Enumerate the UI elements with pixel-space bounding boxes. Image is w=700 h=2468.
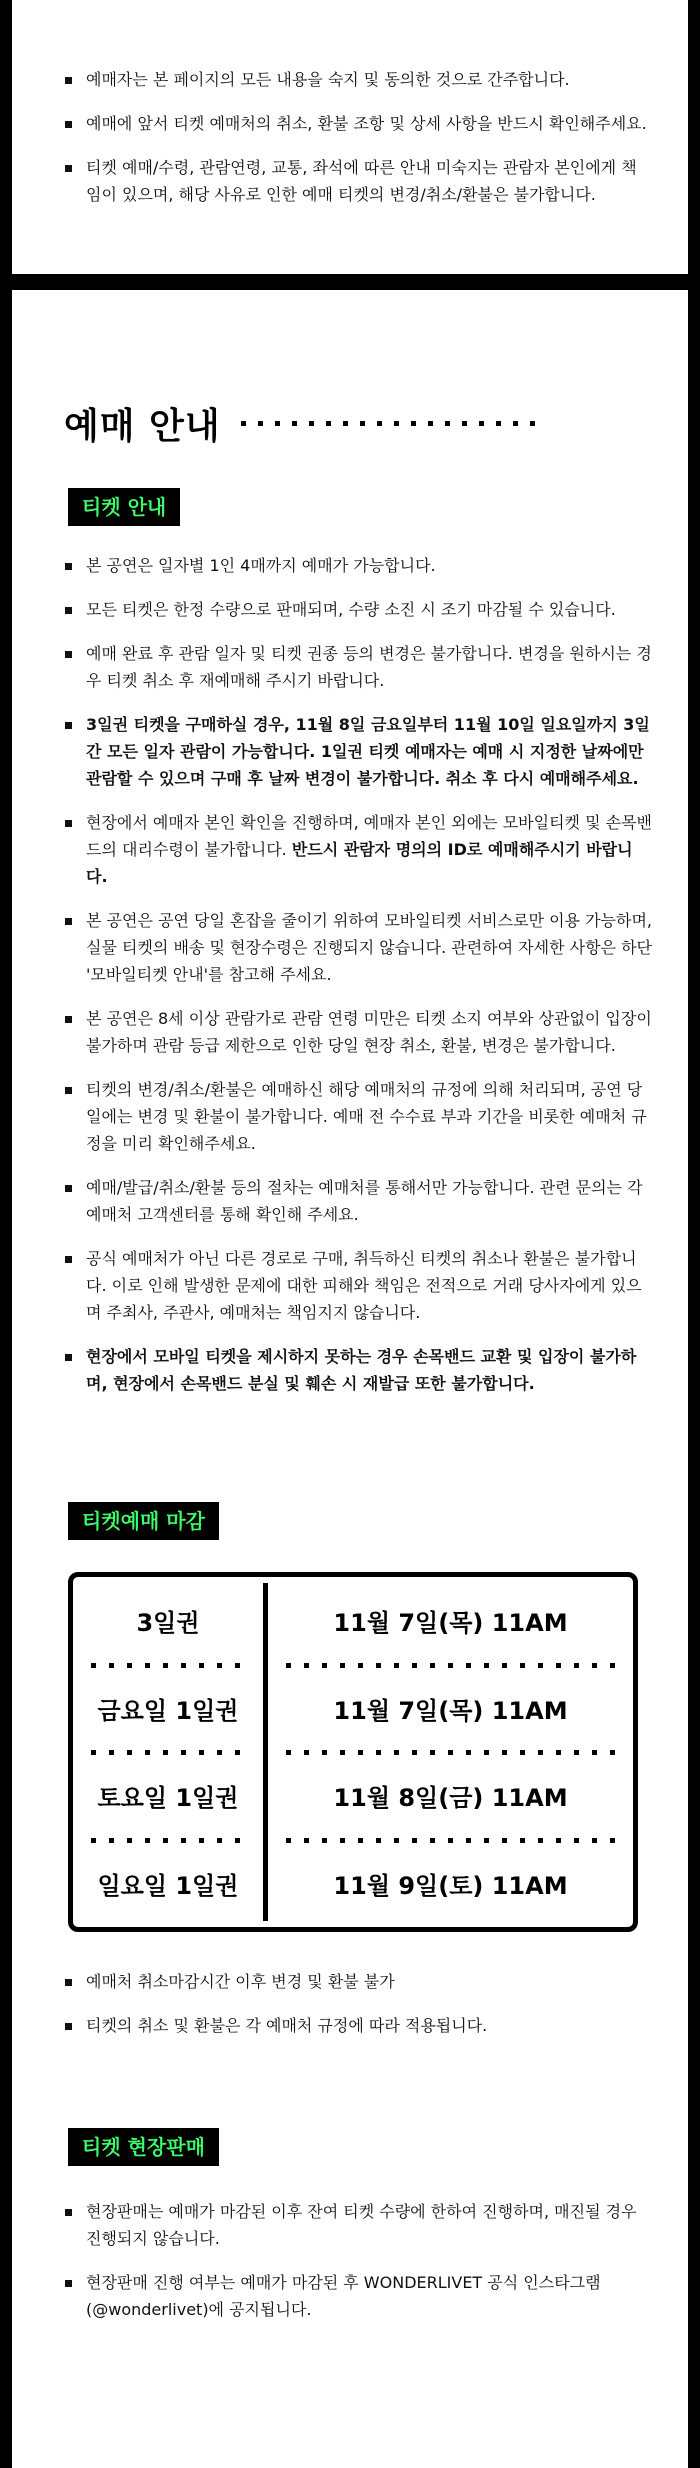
deadline-date: 11월 9일(토) 11AM xyxy=(333,1871,568,1900)
list-item: 모든 티켓은 한정 수량으로 판매되며, 수량 소진 시 조기 마감될 수 있습니다. xyxy=(62,596,652,623)
list-item: 현장판매 진행 여부는 예매가 마감된 후 WONDERLIVET 공식 인스타그램(@wonderlivet)에 공지됩니다. xyxy=(62,2269,652,2323)
list-item: 현장판매는 예매가 마감된 이후 잔여 티켓 수량에 한하여 진행하며, 매진될 경우 진행되지 않습니다. xyxy=(62,2198,652,2252)
list-item: 티켓의 취소 및 환불은 각 예매처 규정에 따라 적용됩니다. xyxy=(62,2012,652,2039)
list-item: 본 공연은 8세 이상 관람가로 관람 연령 미만은 티켓 소지 여부와 상관없이 입장이 불가하며 관람 등급 제한으로 인한 당일 현장 취소, 환불, 변경은 불가합니다. xyxy=(62,1005,652,1059)
deadline-tag: 티켓예매 마감 xyxy=(68,1502,219,1540)
list-item: 예매 완료 후 관람 일자 및 티켓 권종 등의 변경은 불가합니다. 변경을 원하시는 경우 티켓 취소 후 재예매해 주시기 바랍니다. xyxy=(62,640,652,694)
list-item: 티켓의 변경/취소/환불은 예매하신 해당 예매처의 규정에 의해 처리되며, 공연 당일에는 변경 및 환불이 불가합니다. 예매 전 수수료 부과 기간을 비롯한 예매처 규정을 미리 확인해주세요. xyxy=(62,1076,652,1157)
deadline-table xyxy=(68,1572,638,1932)
notice-card xyxy=(12,0,688,274)
item-text: 현장에서 예매자 본인 확인을 진행하며, 예매자 본인 외에는 모바일티켓 및 손목밴드의 대리수령이 불가합니다. xyxy=(86,813,652,859)
list-item: 티켓 예매/수령, 관람연령, 교통, 좌석에 따른 안내 미숙지는 관람자 본인에게 책임이 있으며, 해당 사유로 인한 예매 티켓의 변경/취소/환불은 불가합니다. xyxy=(62,154,652,208)
deadline-label: 토요일 1일권 xyxy=(73,1752,263,1840)
list-item: 예매자는 본 페이지의 모든 내용을 숙지 및 동의한 것으로 간주합니다. xyxy=(62,66,652,93)
item-emphasis: 반드시 관람자 명의의 ID로 예매해주시기 바랍니다. xyxy=(86,840,633,886)
list-item xyxy=(62,809,652,890)
onsite-notes xyxy=(62,2198,652,2340)
section-header xyxy=(64,398,535,449)
deadline-notes xyxy=(62,1968,652,2056)
list-item: 본 공연은 공연 당일 혼잡을 줄이기 위하여 모바일티켓 서비스로만 이용 가능하며, 실물 티켓의 배송 및 현장수령은 진행되지 않습니다. 관련하여 자세한 사항은 하단 '모바일티켓 안내'를 참고해 주세요. xyxy=(62,907,652,988)
ticket-info-tag: 티켓 안내 xyxy=(68,488,180,526)
deadline-date: 11월 7일(목) 11AM xyxy=(268,1577,633,1665)
list-item: 본 공연은 일자별 1인 4매까지 예매가 가능합니다. xyxy=(62,552,652,579)
ticket-info-list xyxy=(62,552,652,1414)
onsite-sale-tag: 티켓 현장판매 xyxy=(68,2128,219,2166)
list-item: 예매/발급/취소/환불 등의 절차는 예매처를 통해서만 가능합니다. 관련 문의는 각 예매처 고객센터를 통해 확인해 주세요. xyxy=(62,1174,652,1228)
deadline-date: 11월 8일(금) 11AM xyxy=(268,1752,633,1840)
deadline-label: 일요일 1일권 xyxy=(97,1871,239,1900)
list-item: 공식 예매처가 아닌 다른 경로로 구매, 취득하신 티켓의 취소나 환불은 불가합니다. 이로 인해 발생한 문제에 대한 피해와 책임은 전적으로 거래 당사자에게 있으며 주최사, 주관사, 예매처는 책임지지 않습니다. xyxy=(62,1245,652,1326)
deadline-label: 3일권 xyxy=(73,1577,263,1665)
list-item: 예매에 앞서 티켓 예매처의 취소, 환불 조항 및 상세 사항을 반드시 확인해주세요. xyxy=(62,110,652,137)
list-item: 현장에서 모바일 티켓을 제시하지 못하는 경우 손목밴드 교환 및 입장이 불가하며, 현장에서 손목밴드 분실 및 훼손 시 재발급 또한 불가합니다. xyxy=(62,1343,652,1397)
dotted-divider xyxy=(241,421,535,426)
deadline-label: 금요일 1일권 xyxy=(73,1665,263,1753)
list-item: 예매처 취소마감시간 이후 변경 및 환불 불가 xyxy=(62,1968,652,1995)
deadline-date: 11월 7일(목) 11AM xyxy=(268,1665,633,1753)
reservation-guide-card xyxy=(12,290,688,2468)
top-notice-list xyxy=(62,66,652,225)
list-item: 3일권 티켓을 구매하실 경우, 11월 8일 금요일부터 11월 10일 일요일까지 3일간 모든 일자 관람이 가능합니다. 1일권 티켓 예매자는 예매 시 지정한 날짜에만 관람할 수 있으며 구매 후 날짜 변경이 불가합니다. 취소 후 다시 예매해주세요. xyxy=(62,711,652,792)
page-title: 예매 안내 xyxy=(64,406,221,447)
